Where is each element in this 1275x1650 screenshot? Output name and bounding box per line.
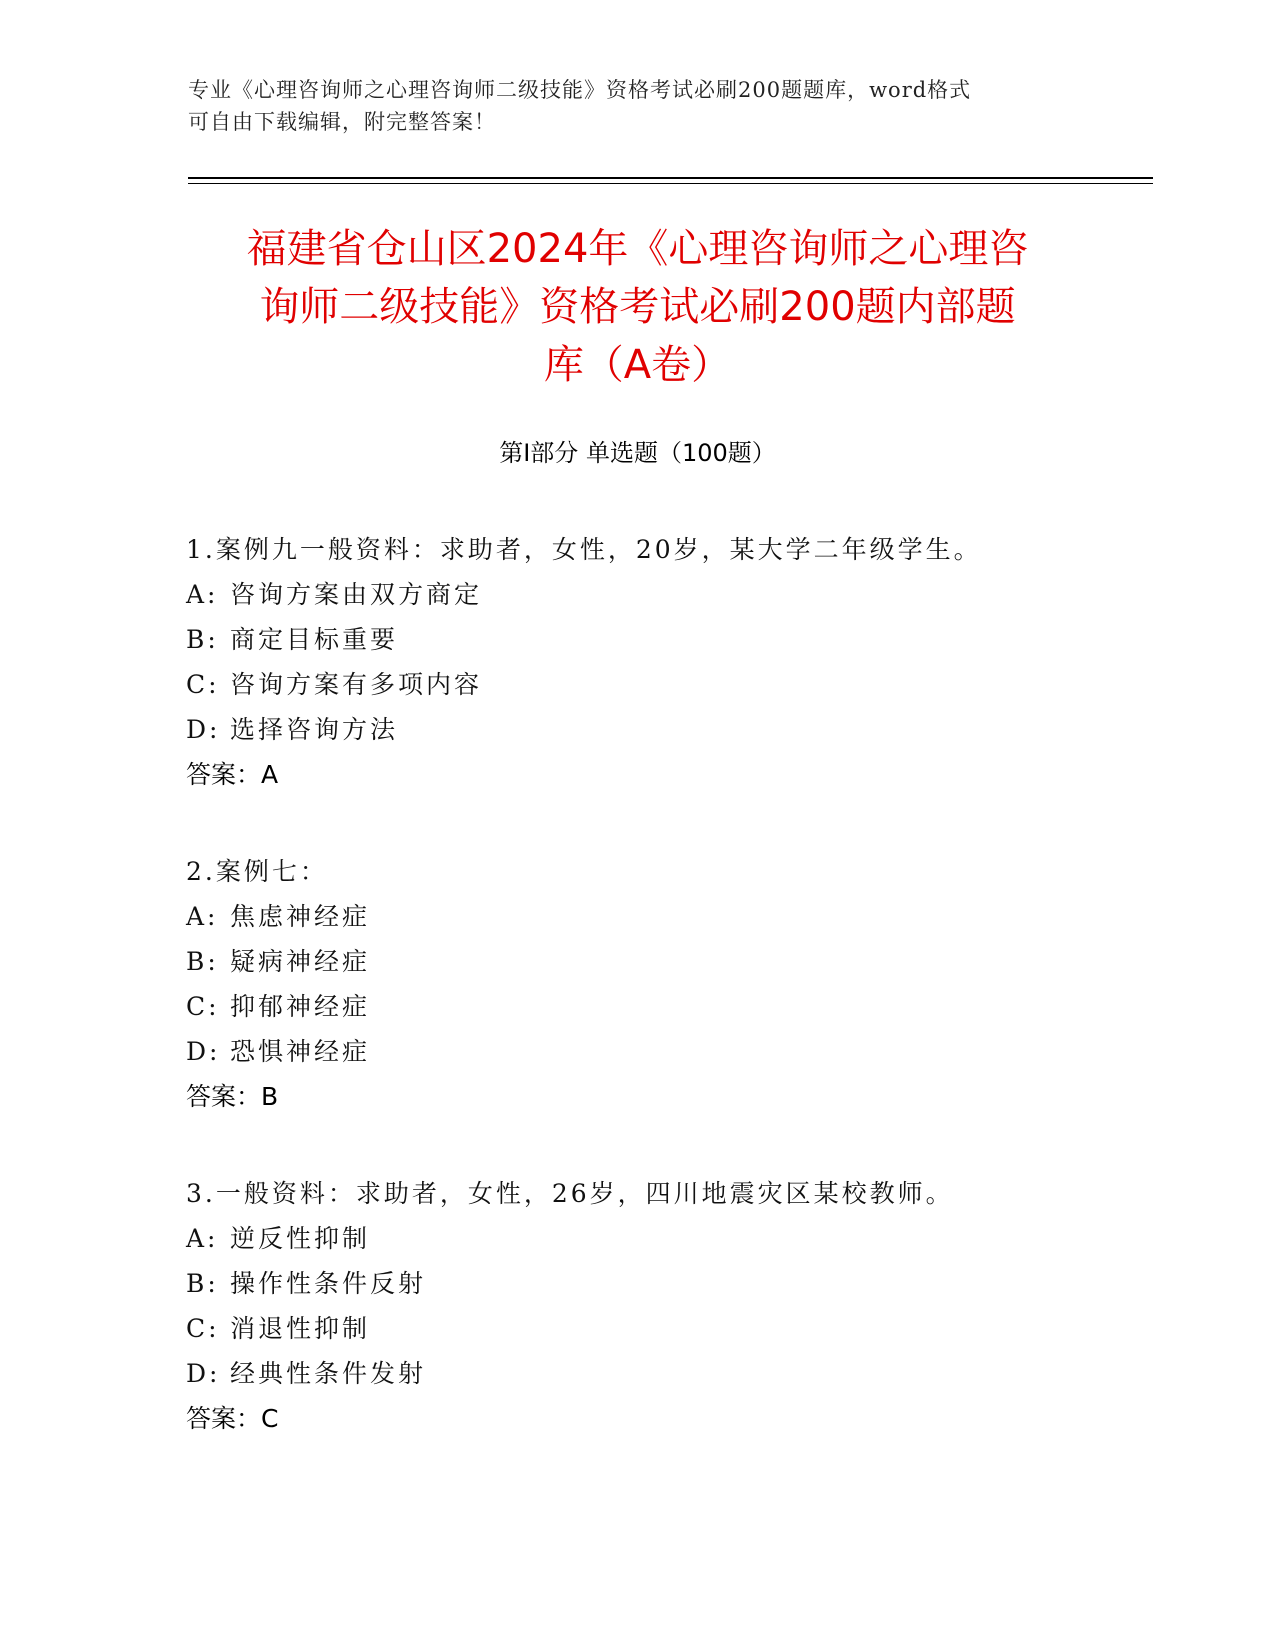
answer-line: 答案：B [186, 1082, 279, 1111]
option-d [186, 707, 1086, 752]
option-c [186, 984, 1086, 1029]
option-text: 操作性条件反射 [230, 1269, 427, 1298]
document-title-line-1: 福建省仓山区2024年《心理咨询师之心理咨 [246, 226, 1029, 272]
option-a [186, 572, 1086, 617]
option-letter: A: [186, 902, 219, 931]
answer-line: 答案：A [186, 760, 279, 789]
document-title-line-3: 库（A卷） [543, 342, 732, 388]
option-text: 逆反性抑制 [230, 1224, 371, 1253]
option-letter: C: [186, 992, 220, 1021]
question-2 [186, 849, 1086, 1119]
option-c [186, 1306, 1086, 1351]
question-3 [186, 1171, 1086, 1441]
option-text: 商定目标重要 [230, 625, 399, 654]
answer-line: 答案：C [186, 1404, 279, 1433]
option-letter: B: [186, 1269, 219, 1298]
option-text: 咨询方案有多项内容 [230, 670, 483, 699]
option-text: 疑病神经症 [230, 947, 371, 976]
header-divider-thick [188, 177, 1153, 179]
option-letter: A: [186, 580, 219, 609]
option-text: 经典性条件发射 [230, 1359, 427, 1388]
option-text: 消退性抑制 [230, 1314, 371, 1343]
option-d [186, 1351, 1086, 1396]
question-stem: 1.案例九一般资料：求助者，女性，20岁，某大学二年级学生。 [186, 535, 982, 564]
option-d [186, 1029, 1086, 1074]
option-a [186, 894, 1086, 939]
option-letter: D: [186, 715, 221, 744]
option-letter: C: [186, 1314, 220, 1343]
option-letter: B: [186, 625, 219, 654]
option-b [186, 939, 1086, 984]
header-note [188, 74, 1068, 138]
option-b [186, 617, 1086, 662]
document-title-line-2: 询师二级技能》资格考试必刷200题内部题 [259, 284, 1016, 330]
header-note-line-1: 专业《心理咨询师之心理咨询师二级技能》资格考试必刷200题题库，word格式 [188, 78, 972, 102]
question-1 [186, 527, 1086, 797]
option-text: 恐惧神经症 [230, 1037, 371, 1066]
question-stem: 3.一般资料：求助者，女性，26岁，四川地震灾区某校教师。 [186, 1179, 954, 1208]
option-text: 咨询方案由双方商定 [230, 580, 483, 609]
option-c [186, 662, 1086, 707]
option-letter: D: [186, 1359, 221, 1388]
document-title [160, 220, 1115, 394]
question-list [186, 527, 1086, 1493]
header-note-line-2: 可自由下载编辑，附完整答案！ [188, 110, 496, 134]
option-b [186, 1261, 1086, 1306]
option-a [186, 1216, 1086, 1261]
option-text: 选择咨询方法 [230, 715, 399, 744]
option-text: 抑郁神经症 [230, 992, 371, 1021]
section-heading: 第Ⅰ部分 单选题（100题） [499, 439, 776, 467]
option-letter: A: [186, 1224, 219, 1253]
option-text: 焦虑神经症 [230, 902, 371, 931]
question-stem: 2.案例七： [186, 857, 328, 886]
option-letter: C: [186, 670, 220, 699]
option-letter: D: [186, 1037, 221, 1066]
header-divider-thin [188, 183, 1153, 184]
option-letter: B: [186, 947, 219, 976]
